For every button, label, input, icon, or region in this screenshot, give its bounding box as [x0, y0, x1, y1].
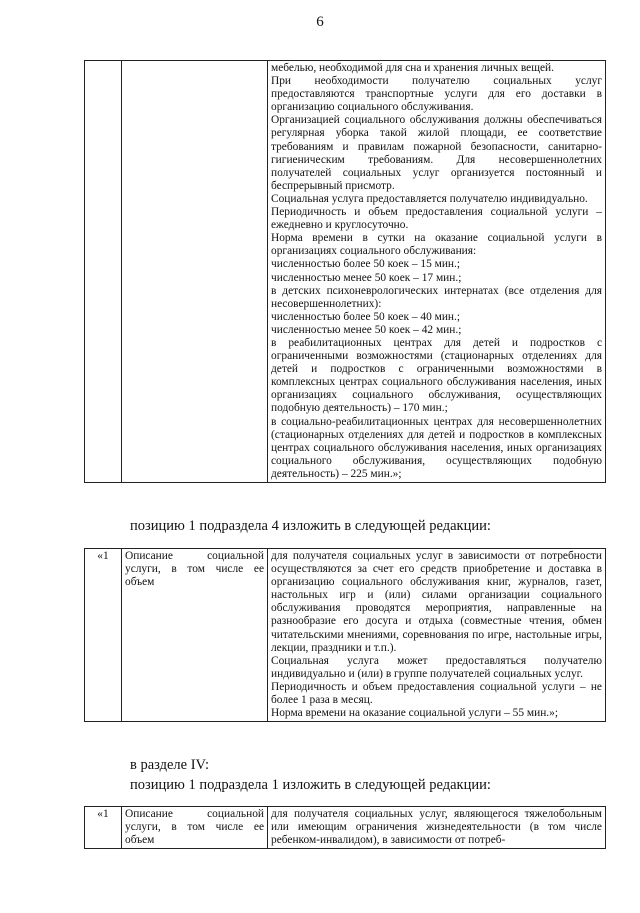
table-row	[85, 807, 606, 849]
table-services-2	[84, 548, 606, 722]
amendment-heading: позицию 1 подраздела 4 изложить в следующей редакции:	[130, 518, 491, 534]
page-number: 6	[316, 14, 324, 30]
paragraph: в детских психоневрологических интернатах (все отделения для несовершеннолетних):	[271, 284, 602, 310]
paragraph: При необходимости получателю социальных услуг предоставляются транспортные услуги для его доставки в организацию социального обслуживания.	[271, 75, 602, 114]
paragraph: Норма времени в сутки на оказание социальной услуги в организациях социального обслуживания:	[271, 232, 602, 258]
cell-description-title	[122, 61, 268, 483]
paragraph: мебелью, необходимой для сна и хранения личных вещей.	[271, 62, 555, 74]
paragraph: для получателя социальных услуг, являющегося тяжелобольным или имеющим ограничения жизнедеятельности (в том числе ребенком-инвалидом), в зависимости от потреб-	[271, 808, 602, 847]
cell-description-title: Описание социальной услуги, в том числе ее объем	[122, 549, 268, 722]
paragraph: Организацией социального обслуживания должны обеспечиваться регулярная уборка такой жилой площади, ее соответствие требованиям и правилам пожарной безопасности, санитарно-гигиеническим требованиям. Для несовершеннолетних получателей социальных услуг организуется постоянный и беспрерывный присмотр.	[271, 114, 602, 192]
table-services-3	[84, 806, 606, 849]
cell-number: «1	[85, 807, 122, 849]
paragraph: в социально-реабилитационных центрах для несовершеннолетних (стационарных отделениях для детей и подростков в комплексных центрах социального обслуживания населения, иных организациях социального обслуживания, осуществляющих подобную деятельность) – 225 мин.»;	[271, 415, 602, 480]
paragraph: для получателя социальных услуг в зависимости от потребности осуществляются за счет его средств приобретение и доставка в организацию социального обслуживания книг, журналов, газет, настольных игр и (или) силами организации социального обслуживания проводятся мероприятия, направленные на разнообразие его досуга и отдыха (совместные чтения, обмен читательскими мнениями, соревнования по игре, настольные игры, лекции, праздники и т.п.).	[271, 550, 602, 654]
table-services-1	[84, 60, 606, 483]
paragraph: численностью менее 50 коек – 17 мин.;	[271, 271, 462, 284]
table-row	[85, 61, 606, 483]
cell-description-body	[268, 807, 606, 849]
amendment-heading: позицию 1 подраздела 1 изложить в следующей редакции:	[130, 777, 491, 793]
paragraph: численностью более 50 коек – 40 мин.;	[271, 310, 461, 323]
cell-description-body	[268, 61, 606, 483]
paragraph: Социальная услуга предоставляется получателю индивидуально.	[271, 192, 588, 205]
paragraph: Периодичность и объем предоставления социальной услуги – ежедневно и круглосуточно.	[271, 206, 602, 232]
paragraph: Социальная услуга может предоставляться получателю индивидуально и (или) в группе получателей социальных услуг.	[271, 654, 602, 680]
paragraph: численностью менее 50 коек – 42 мин.;	[271, 323, 462, 336]
paragraph: в реабилитационных центрах для детей и подростков с ограниченными возможностями (стационарных отделениях для детей и подростков с ограниченными возможностями в комплексных центрах социального обслуживания населения, иных организациях социального обслуживания, осуществляющих подобную деятельность) – 170 мин.;	[271, 336, 602, 415]
cell-number: «1	[85, 549, 122, 722]
paragraph: численностью более 50 коек – 15 мин.;	[271, 258, 461, 271]
cell-description-title: Описание социальной услуги, в том числе ее объем	[122, 807, 268, 849]
table-row	[85, 549, 606, 722]
cell-number	[85, 61, 122, 483]
paragraph: Норма времени на оказание социальной услуги – 55 мин.»;	[271, 707, 559, 720]
cell-description-body	[268, 549, 606, 722]
section-heading: в разделе IV:	[130, 757, 209, 773]
paragraph: Периодичность и объем предоставления социальной услуги – не более 1 раза в месяц.	[271, 680, 602, 707]
